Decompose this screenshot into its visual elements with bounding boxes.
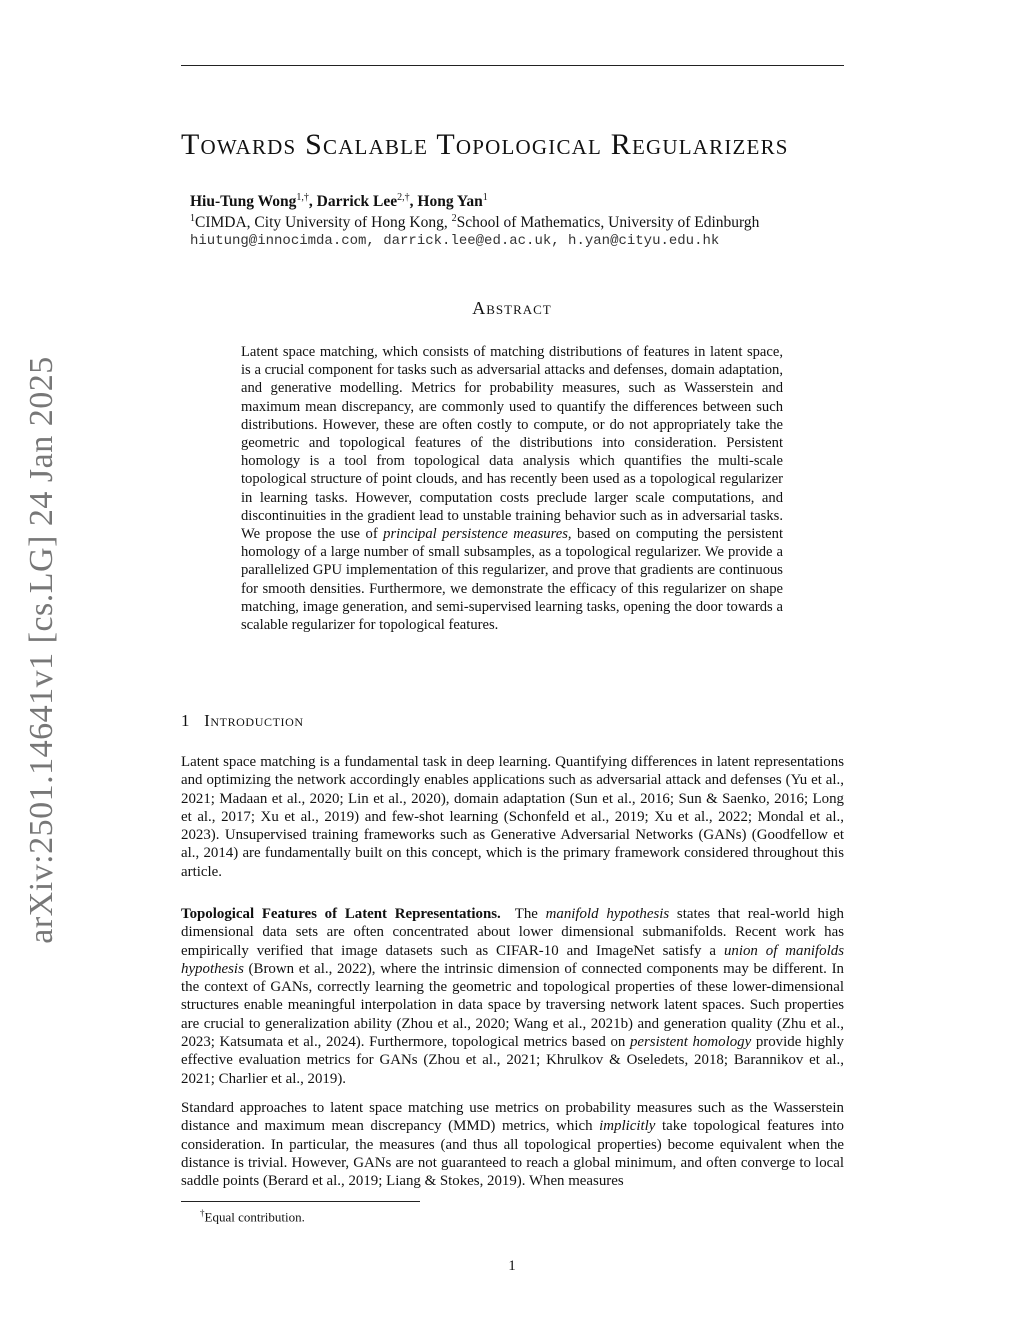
- author-list: Hiu-Tung Wong$^{1,\dagger}$, Darrick Lee$^{2,\dagger}$, Hong Yan$^1$: [190, 192, 488, 211]
- abstract-heading: Abstract: [472, 298, 552, 318]
- paragraph-text: The: [514, 906, 546, 922]
- affiliation-marker: 2: [451, 213, 457, 224]
- section-title: Introduction: [204, 711, 304, 730]
- footnote-marker: †: [200, 1208, 205, 1218]
- paper-title: Towards Scalable Topological Regularizers: [181, 128, 789, 161]
- paragraph-text: Standard approaches to latent space matching use metrics on probability measures such as the Wasserstein distance and maximum mean discrepancy (MMD) metrics, which: [181, 1100, 844, 1135]
- affiliation-marker: 1: [190, 213, 195, 224]
- author-marker: 2,†: [397, 192, 410, 203]
- page-number: 1: [508, 1258, 516, 1274]
- abstract-part: Latent space matching, which consists of matching distributions of features in latent space, is a crucial component for tasks such as adversarial attacks and defenses, domain adaptation, and generative modelling. Metrics for probability measures, such as Wasserstein and maximum mean discrepancy, are commonly used to quantify the differences between such distributions. However, these are often costly to compute, or do not appropriately take the geometric and topological features of the distributions into consideration. Persistent homology is a tool from topological data analysis which quantifies the multi-scale topological structure of point clouds, and has recently been used as a topological regularizer in learning tasks. However, computation costs preclude larger scale computations, and discontinuities in the gradient lead to unstable training behavior such as in adversarial tasks. We propose the use of: [241, 344, 783, 543]
- intro-paragraph: [181, 905, 844, 1088]
- paragraph-heading: Topological Features of Latent Representations.: [181, 906, 501, 922]
- author-name: Hong Yan: [417, 193, 483, 211]
- abstract-emphasis: principal persistence measures: [383, 526, 568, 543]
- intro-paragraph: Latent space matching is a fundamental task in deep learning. Quantifying differences in latent representations and optimizing the network accordingly enables applications such as adversarial attack and defenses (Yu et al., 2021; Madaan et al., 2020; Lin et al., 2020), domain adaptation (Sun et al., 2016; Sun & Saenko, 2016; Long et al., 2017; Xu et al., 2019) and few-shot learning (Schonfeld et al., 2019; Xu et al., 2022; Mondal et al., 2023). Unsupervised training frameworks such as Generative Adversarial Networks (GANs) (Goodfellow et al., 2014) are fundamentally built on this concept, which is the primary framework considered throughout this article.: [181, 754, 844, 880]
- emphasis: union of manifolds hypothesis: [181, 942, 845, 977]
- arxiv-identifier: arXiv:2501.14641v1 [cs.LG] 24 Jan 2025: [23, 356, 60, 944]
- emphasis: persistent homology: [629, 1034, 752, 1051]
- footnote: [200, 1208, 305, 1225]
- paragraph-text: states that real-world high dimensional data sets are often concentrated about lower dimensional submanifolds. Recent work has empirically verified that image datasets such as CIFAR-10 and ImageNet satisfy a: [181, 906, 844, 959]
- intro-paragraph: [181, 1099, 844, 1190]
- author-marker: 1: [482, 192, 488, 203]
- paragraph-text: (Brown et al., 2022), where the intrinsic dimension of connected components may be different. In the context of GANs, correctly learning the geometric and topological properties of these lower-dimensional structures enable meaningful interpolation in data space by traversing network latent spaces. Such properties are crucial to generalization ability (Zhou et al., 2020; Wang et al., 2021b) and generation quality (Zhu et al., 2023; Katsumata et al., 2024). Furthermore, topological metrics based on: [181, 960, 844, 1051]
- affiliation-text: School of Mathematics, University of Edinburgh: [456, 214, 760, 232]
- author-name: Hiu-Tung Wong: [190, 193, 297, 211]
- author-name: Darrick Lee: [316, 193, 398, 211]
- footnote-rule: [181, 1201, 420, 1202]
- footnote-text: Equal contribution.: [204, 1209, 305, 1225]
- abstract-part: , based on computing the persistent homology of a large number of small subsamples, as a topological regularizer. We provide a parallelized GPU implementation of this regularizer, and prove that gradients are continuous for smooth densities. Furthermore, we demonstrate the efficacy of this regularizer on shape matching, image generation, and semi-supervised learning tasks, opening the door towards a scalable regularizer for topological features.: [241, 526, 783, 634]
- author-emails: hiutung@innocimda.com, darrick.lee@ed.ac.uk, h.yan@cityu.edu.hk: [190, 233, 720, 249]
- affiliation-text: CIMDA, City University of Hong Kong,: [195, 214, 452, 232]
- top-rule: [181, 65, 844, 66]
- affiliations: [190, 213, 759, 232]
- emphasis: implicitly: [599, 1118, 656, 1135]
- author-marker: 1,†: [296, 192, 309, 203]
- section-heading: [181, 711, 304, 731]
- emphasis: manifold hypothesis: [545, 906, 670, 922]
- paragraph-text: provide highly effective evaluation metrics for GANs (Zhou et al., 2021; Khrulkov & Oseledets, 2018; Barannikov et al., 2021; Charlier et al., 2019).: [181, 1034, 844, 1087]
- abstract-text: [241, 343, 783, 634]
- paragraph-text: take topological features into consideration. In particular, the measures (and thus all topological properties) become equivalent when the distance is trivial. However, GANs are not guaranteed to reach a global minimum, and often converge to local saddle points (Berard et al., 2019; Liang & Stokes, 2019). When measures: [181, 1118, 844, 1190]
- section-number: 1: [181, 711, 191, 730]
